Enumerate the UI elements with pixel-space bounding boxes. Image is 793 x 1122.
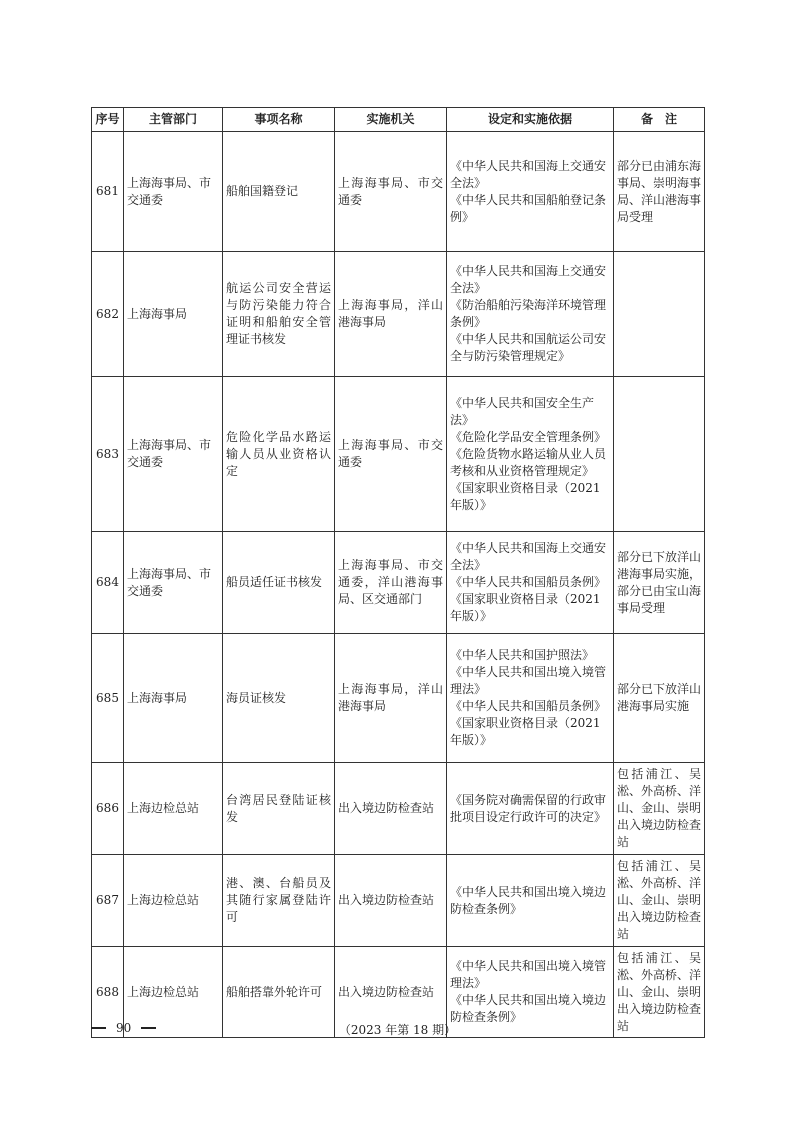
note-cell: 包括浦江、吴淞、外高桥、洋山、金山、崇明出入境边防检查站 [614, 947, 705, 1038]
seq-cell: 686 [92, 763, 124, 855]
note-cell: 部分已下放洋山港海事局实施 [614, 634, 705, 763]
basis-cell: 《中华人民共和国海上交通安全法》 《防治船舶污染海洋环境管理条例》 《中华人民共和国航运公司安全与防污染管理规定》 [447, 252, 614, 377]
seq-cell: 682 [92, 252, 124, 377]
table-row [92, 252, 705, 377]
issue-label: （2023 年第 18 期） [338, 1023, 457, 1037]
page-number-text: 90 [116, 1021, 132, 1035]
agency-cell: 上海海事局、市交通委，洋山港海事局、区交通部门 [335, 532, 447, 634]
seq-cell: 681 [92, 132, 124, 252]
note-cell: 包括浦江、吴淞、外高桥、洋山、金山、崇明出入境边防检查站 [614, 763, 705, 855]
header-agency: 实施机关 [335, 108, 447, 132]
item-name-cell: 海员证核发 [223, 634, 335, 763]
item-name-cell: 台湾居民登陆证核发 [223, 763, 335, 855]
header-note: 备 注 [614, 108, 705, 132]
header-item: 事项名称 [223, 108, 335, 132]
note-cell: 部分已由浦东海事局、崇明海事局、洋山港海事局受理 [614, 132, 705, 252]
note-cell: 包括浦江、吴淞、外高桥、洋山、金山、崇明出入境边防检查站 [614, 855, 705, 947]
basis-cell: 《中华人民共和国护照法》 《中华人民共和国出境入境管理法》 《中华人民共和国船员条例》 《国家职业资格目录（2021年版）》 [447, 634, 614, 763]
item-name-cell: 港、澳、台船员及其随行家属登陆许可 [223, 855, 335, 947]
catalog-table-container [91, 107, 704, 1038]
table-row [92, 532, 705, 634]
dept-cell: 上海边检总站 [124, 763, 223, 855]
seq-cell: 685 [92, 634, 124, 763]
table-row [92, 377, 705, 532]
agency-cell: 上海海事局，洋山港海事局 [335, 252, 447, 377]
header-dept: 主管部门 [124, 108, 223, 132]
table-header-row [92, 108, 705, 132]
note-cell: 部分已下放洋山港海事局实施，部分已由宝山海事局受理 [614, 532, 705, 634]
header-seq: 序号 [92, 108, 124, 132]
dept-cell: 上海海事局、市交通委 [124, 132, 223, 252]
dept-cell: 上海海事局 [124, 634, 223, 763]
item-name-cell: 船舶国籍登记 [223, 132, 335, 252]
table-row [92, 763, 705, 855]
item-name-cell: 危险化学品水路运输人员从业资格认定 [223, 377, 335, 532]
table-row [92, 132, 705, 252]
table-row [92, 855, 705, 947]
basis-cell: 《中华人民共和国海上交通安全法》 《中华人民共和国船员条例》 《国家职业资格目录（2021年版）》 [447, 532, 614, 634]
seq-cell: 688 [92, 947, 124, 1038]
agency-cell: 出入境边防检查站 [335, 855, 447, 947]
agency-cell: 上海海事局、市交通委 [335, 132, 447, 252]
dept-cell: 上海边检总站 [124, 947, 223, 1038]
catalog-table [91, 107, 705, 1038]
basis-cell: 《中华人民共和国出境入境管理法》 《中华人民共和国出境入境边防检查条例》 [447, 947, 614, 1038]
item-name-cell: 船员适任证书核发 [223, 532, 335, 634]
dept-cell: 上海海事局 [124, 252, 223, 377]
agency-cell: 出入境边防检查站 [335, 947, 447, 1038]
item-name-cell: 船舶搭靠外轮许可 [223, 947, 335, 1038]
note-cell [614, 252, 705, 377]
agency-cell: 上海海事局、市交通委 [335, 377, 447, 532]
basis-cell: 《中华人民共和国海上交通安全法》 《中华人民共和国船舶登记条例》 [447, 132, 614, 252]
dept-cell: 上海边检总站 [124, 855, 223, 947]
seq-cell: 687 [92, 855, 124, 947]
agency-cell: 上海海事局，洋山港海事局 [335, 634, 447, 763]
header-basis: 设定和实施依据 [447, 108, 614, 132]
basis-cell: 《中华人民共和国安全生产法》 《危险化学品安全管理条例》 《危险货物水路运输从业人员考核和从业资格管理规定》 《国家职业资格目录（2021年版）》 [447, 377, 614, 532]
item-name-cell: 航运公司安全营运与防污染能力符合证明和船舶安全管理证书核发 [223, 252, 335, 377]
note-cell [614, 377, 705, 532]
seq-cell: 683 [92, 377, 124, 532]
seq-cell: 684 [92, 532, 124, 634]
basis-cell: 《中华人民共和国出境入境边防检查条例》 [447, 855, 614, 947]
dept-cell: 上海海事局、市交通委 [124, 377, 223, 532]
dept-cell: 上海海事局、市交通委 [124, 532, 223, 634]
page-footer [91, 1021, 704, 1039]
basis-cell: 《国务院对确需保留的行政审批项目设定行政许可的决定》 [447, 763, 614, 855]
table-body [92, 132, 705, 1038]
table-row [92, 634, 705, 763]
agency-cell: 出入境边防检查站 [335, 763, 447, 855]
